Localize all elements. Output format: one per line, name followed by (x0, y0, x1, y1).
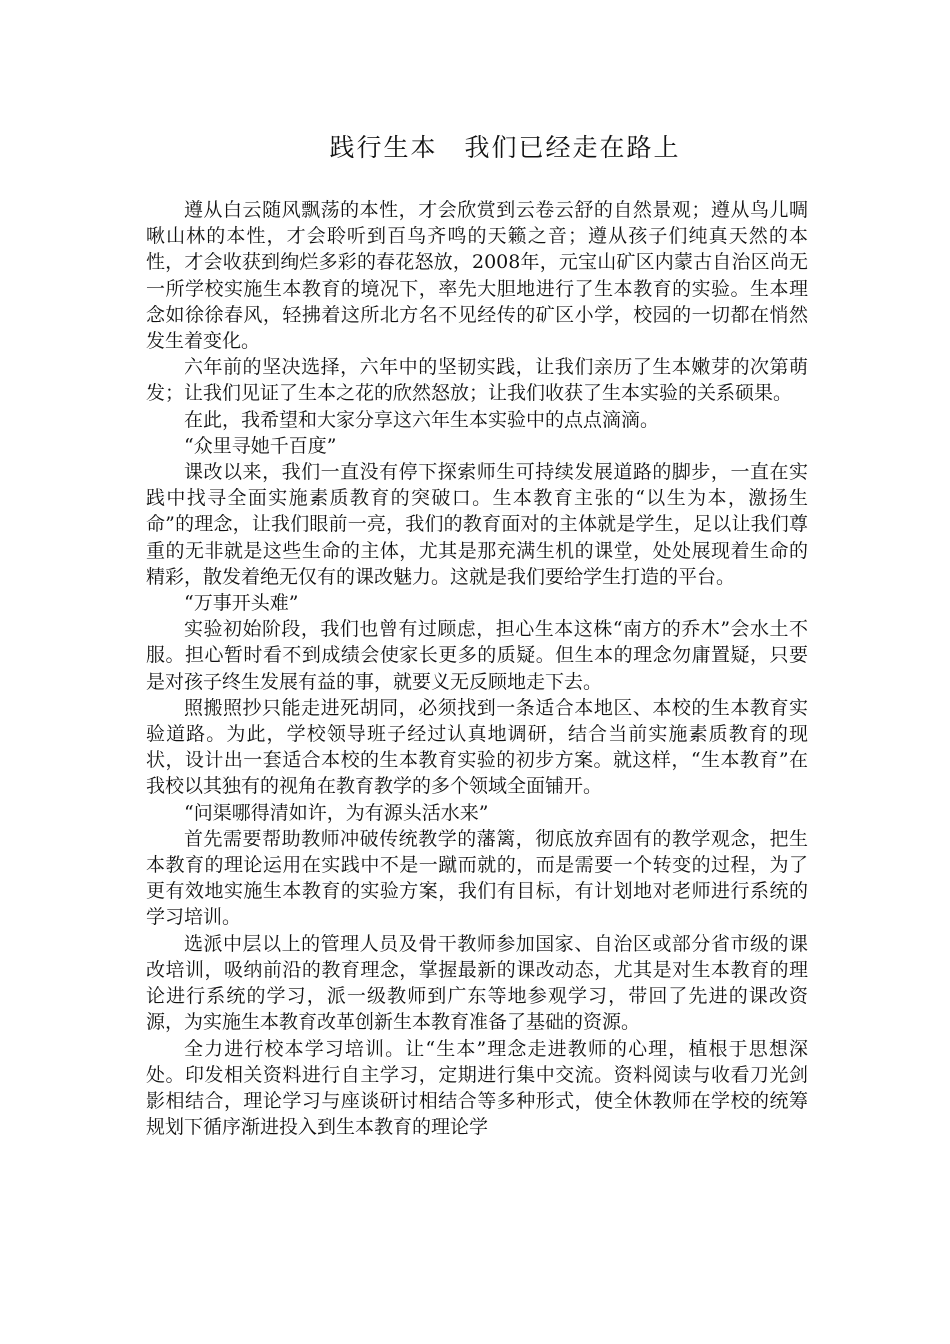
paragraph: 全力进行校本学习培训。让“生本”理念走进教师的心理，植根于思想深处。印发相关资料进行自主学习，定期进行集中交流。资料阅读与收看刀光剑影相结合，理论学习与座谈研讨相结合等多种形式，使全休教师在学校的统筹规划下循序渐进投入到生本教育的理论学 (146, 1037, 808, 1139)
document-body (146, 197, 808, 1140)
section-heading: “问渠哪得清如许，为有源头活水来” (184, 801, 489, 824)
paragraph: 六年前的坚决选择，六年中的坚韧实践，让我们亲历了生本嫩芽的次第萌发；让我们见证了生本之花的欣然怒放；让我们收获了生本实验的关系硕果。 (146, 356, 808, 405)
paragraph: 选派中层以上的管理人员及骨干教师参加国家、自治区或部分省市级的课改培训，吸纳前沿的教育理念，掌握最新的课改动态，尤其是对生本教育的理论进行系统的学习，派一级教师到广东等地参观学习，带回了先进的课改资源，为实施生本教育改革创新生本教育准备了基础的资源。 (146, 932, 808, 1034)
paragraph: 在此，我希望和大家分享这六年生本实验中的点点滴滴。 (184, 408, 660, 431)
section-heading: “众里寻她千百度” (184, 434, 337, 457)
paragraph: 课改以来，我们一直没有停下探索师生可持续发展道路的脚步，一直在实践中找寻全面实施素质教育的突破口。生本教育主张的“以生为本，激扬生命”的理念，让我们眼前一亮，我们的教育面对的主体就是学生，足以让我们尊重的无非就是这些生命的主体，尤其是那充满生机的课堂，处处展现着生命的精彩，散发着绝无仅有的课改魅力。这就是我们要给学生打造的平台。 (146, 461, 808, 588)
paragraph: 首先需要帮助教师冲破传统教学的藩篱，彻底放弃固有的教学观念，把生本教育的理论运用在实践中不是一蹴而就的，而是需要一个转变的过程，为了更有效地实施生本教育的实验方案，我们有目标，有计划地对老师进行系统的学习培训。 (146, 827, 808, 929)
section-heading: “万事开头难” (184, 592, 299, 615)
document-title: 践行生本 我们已经走在路上 (329, 133, 681, 162)
paragraph: 遵从白云随风飘荡的本性，才会欣赏到云卷云舒的自然景观；遵从鸟儿啁啾山林的本性，才会聆听到百鸟齐鸣的天籁之音；遵从孩子们纯真天然的本性，才会收获到绚烂多彩的春花怒放，2008年，元宝山矿区内蒙古自治区尚无一所学校实施生本教育的境况下，率先大胆地进行了生本教育的实验。生本理念如徐徐春风，轻拂着这所北方名不见经传的矿区小学，校园的一切都在悄然发生着变化。 (146, 199, 808, 353)
paragraph: 实验初始阶段，我们也曾有过顾虑，担心生本这株“南方的乔木”会水土不服。担心暂时看不到成绩会使家长更多的质疑。但生本的理念勿庸置疑，只要是对孩子终生发展有益的事，就要义无反顾地走下去。 (146, 618, 808, 693)
paragraph: 照搬照抄只能走进死胡同，必须找到一条适合本地区、本校的生本教育实验道路。为此，学校领导班子经过认真地调研，结合当前实施素质教育的现状，设计出一套适合本校的生本教育实验的初步方案。就这样，“生本教育”在我校以其独有的视角在教育教学的多个领域全面铺开。 (146, 696, 808, 798)
